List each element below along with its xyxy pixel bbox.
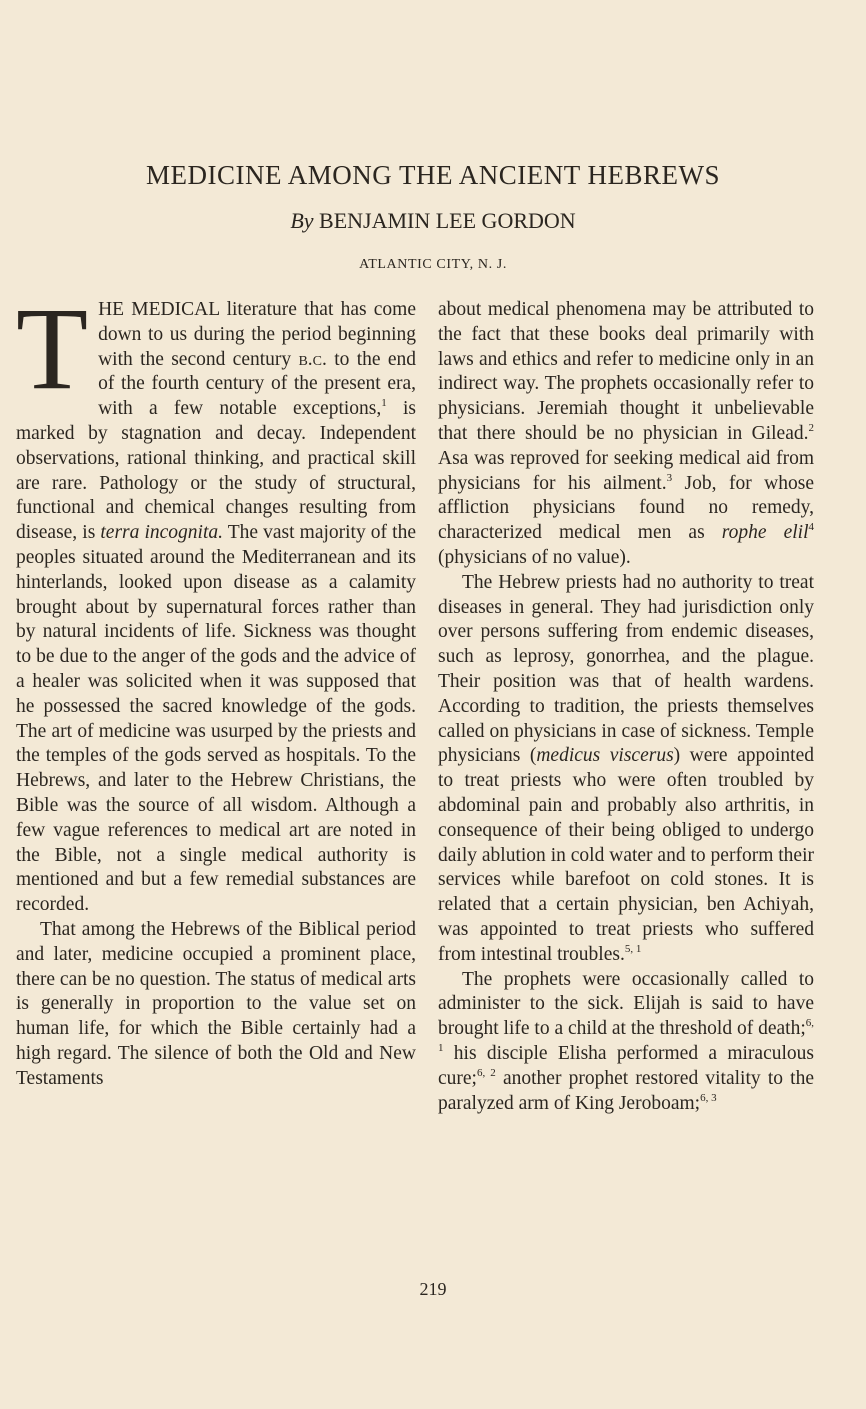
text-run-italic: medicus viscerus <box>536 745 674 767</box>
text-run: about medical phenomena may be attributed to the fact that these books deal primarily with laws and ethics and refer to medicine only in an indirect way. The prophets occasionally refer to physicians. Jeremiah thought it unbelievable that there should be no physician in Gilead. <box>438 299 814 444</box>
text-run: ) were appointed to treat priests who were often troubled by abdominal pain and probably also arthritis, in consequence of their being obliged to undergo daily ablution in cold water and to perform their services while barefoot on cold stones. It is related that a certain physician, ben Achiyah, was appointed to treat priests who suffered from intestinal troubles. <box>438 745 814 965</box>
text-run: The vast majority of the peoples situated around the Mediterranean and its hinterlands, looked upon disease as a calamity brought about by supernatural forces rather than by natural incidents of life. Sickness was thought to be due to the anger of the gods and the advice of a healer was solicited when it was supposed that he possessed the sacred knowledge of the gods. The art of medicine was usurped by the priests and the temples of the gods served as hospitals. To the Hebrews, and later to the Hebrew Christians, the Bible was the source of all wisdom. Although a few vague references to medical art are noted in the Bible, not a single medical authority is mentioned and but a few remedial substances are recorded. <box>16 522 416 916</box>
text-run: to the end of the fourth century of the present era, with a few notable exceptions, <box>98 348 416 420</box>
text-run: The Hebrew priests had no authority to treat diseases in general. They had jurisdiction only over persons suffering from endemic diseases, such as leprosy, gonorrhea, and the plague. Their position was that of health wardens. According to tradition, the priests themselves called on physicians in case of sickness. Temple physicians ( <box>438 571 814 767</box>
paragraph: That among the Hebrews of the Biblical period and later, medicine occupied a prominent place, there can be no question. The status of medical arts is generally in proportion to the value set on human life, for which the Bible certainly had a high regard. The silence of both the Old and New Testaments <box>16 918 416 1089</box>
footnote-ref: 2 <box>808 421 814 434</box>
right-column <box>438 298 814 1116</box>
paragraph <box>438 968 814 1117</box>
text-run: Asa was reproved for seeking medical aid from physicians for his ailment. <box>438 447 814 494</box>
footnote-ref: 3 <box>666 471 673 484</box>
footnote-ref: 6, 2 <box>476 1066 496 1079</box>
text-run-italic: terra incognita. <box>100 522 223 544</box>
paragraph <box>16 283 416 918</box>
text-run: The prophets were occasionally called to administer to the sick. Elijah is said to have brought life to a child at the threshold of death; <box>438 968 814 1040</box>
byline <box>0 208 866 234</box>
footnote-ref: 6, 3 <box>700 1091 717 1104</box>
text-run: another prophet restored vitality to the paralyzed arm of King Jeroboam; <box>438 1067 814 1114</box>
text-run: Job, for whose affliction physicians found no remedy, characterized medical men as <box>438 472 814 544</box>
author-name: BENJAMIN LEE GORDON <box>319 208 576 233</box>
left-column <box>16 283 416 1092</box>
article-title: MEDICINE AMONG THE ANCIENT HEBREWS <box>146 160 720 190</box>
author-location: ATLANTIC CITY, N. J. <box>359 257 507 272</box>
byline-by: By <box>290 208 314 233</box>
text-run: b.c. <box>298 348 327 370</box>
text-run: (physicians of no value). <box>438 546 631 568</box>
footnote-ref: 4 <box>808 521 814 534</box>
text-run-italic: rophe elil <box>721 522 809 544</box>
footnote-ref: 6, 1 <box>438 1017 814 1054</box>
footnote-ref: 5, 1 <box>624 942 642 955</box>
drop-cap: T <box>16 283 89 414</box>
page-number: 219 <box>419 1279 447 1299</box>
text-run: his disciple Elisha performed a miraculous cure; <box>438 1042 814 1089</box>
paragraph <box>438 571 814 968</box>
footnote-ref: 1 <box>381 397 387 410</box>
text-run: HE MEDICAL literature that has come down to us during the period beginning with the second century <box>98 299 416 370</box>
text-run: is marked by stagnation and decay. Independent observations, rational thinking, and practical skill are rare. Pathology or the study of structural, functional and chemical changes resulting from disease, is <box>16 398 416 544</box>
paragraph <box>438 298 814 571</box>
